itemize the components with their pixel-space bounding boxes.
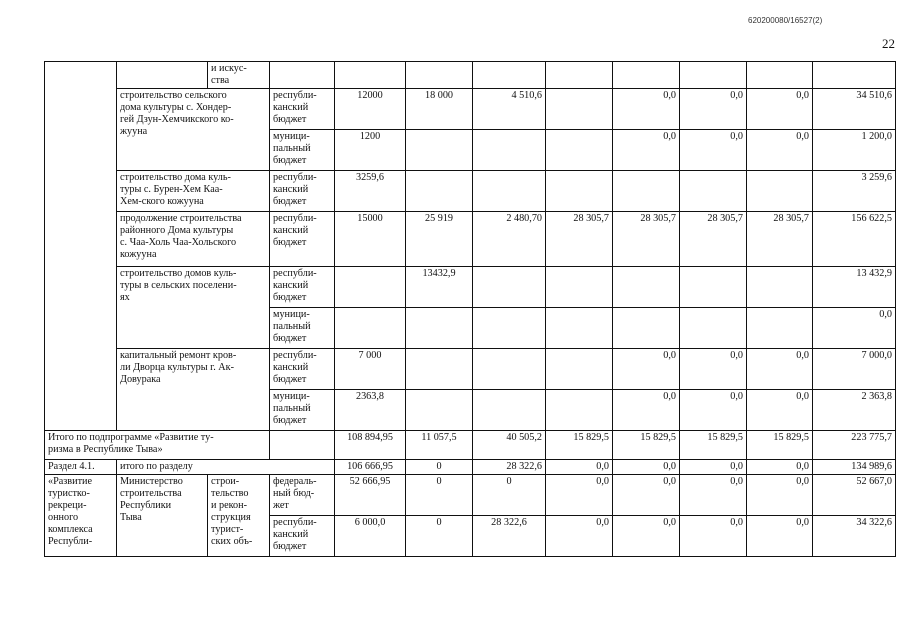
page-number: 22: [882, 36, 895, 51]
table-row: капитальный ремонт кров- ли Дворца культуры г. Ак- Довурака республи- канский бюджет 7 000 0,0 0,0 0,0 7 000,0: [45, 349, 896, 390]
table-row: продолжение строительства районного Дома культуры с. Чаа-Холь Чаа-Хольского кожууна республи- канский бюджет 15000 25 919 2 480,70 28 305,7 28 305,7 28 305,7 28 305,7 156 622,5: [45, 212, 896, 267]
table-row: и искус- ства: [45, 62, 896, 89]
table-row: «Развитие туристко- рекреци- онного комплекса Республи- Министерство строительства Республики Тыва строи- тельство и рекон- струкция турист- ских объ- федераль- ный бюд- жет 52 666,95 0 0 0,0 0,0 0,0 0,0 52 667,0: [45, 475, 896, 516]
table-row: муници- пальный бюджет 2363,8 0,0 0,0 0,0 2 363,8: [45, 390, 896, 431]
table-row: республи- канский бюджет 6 000,0 0 28 322,6 0,0 0,0 0,0 0,0 34 322,6: [45, 516, 896, 557]
subprogram-total-row: Итого по подпрограмме «Развитие ту- ризма в Республике Тыва» 108 894,95 11 057,5 40 505,2 15 829,5 15 829,5 15 829,5 15 829,5 223 775,7: [45, 431, 896, 460]
table-row: муници- пальный бюджет 0,0: [45, 308, 896, 349]
section-total-row: Раздел 4.1. итого по разделу 106 666,95 0 28 322,6 0,0 0,0 0,0 0,0 134 989,6: [45, 460, 896, 475]
table-row: строительство домов куль- туры в сельских поселени- ях республи- канский бюджет 13432,9 13 432,9: [45, 267, 896, 308]
table-row: муници- пальный бюджет 1200 0,0 0,0 0,0 1 200,0: [45, 130, 896, 171]
table-row: строительство сельского дома культуры с. Хондер- гей Дзун-Хемчикского ко- жууна республи- канский бюджет 12000 18 000 4 510,6 0,0 0,0 0,0 34 510,6: [45, 89, 896, 130]
document-code: 620200080/16527(2): [748, 16, 823, 25]
table-row: строительство дома куль- туры с. Бурен-Хем Каа- Хем-ского кожууна республи- канский бюджет 3259,6 3 259,6: [45, 171, 896, 212]
budget-table: [44, 61, 896, 557]
